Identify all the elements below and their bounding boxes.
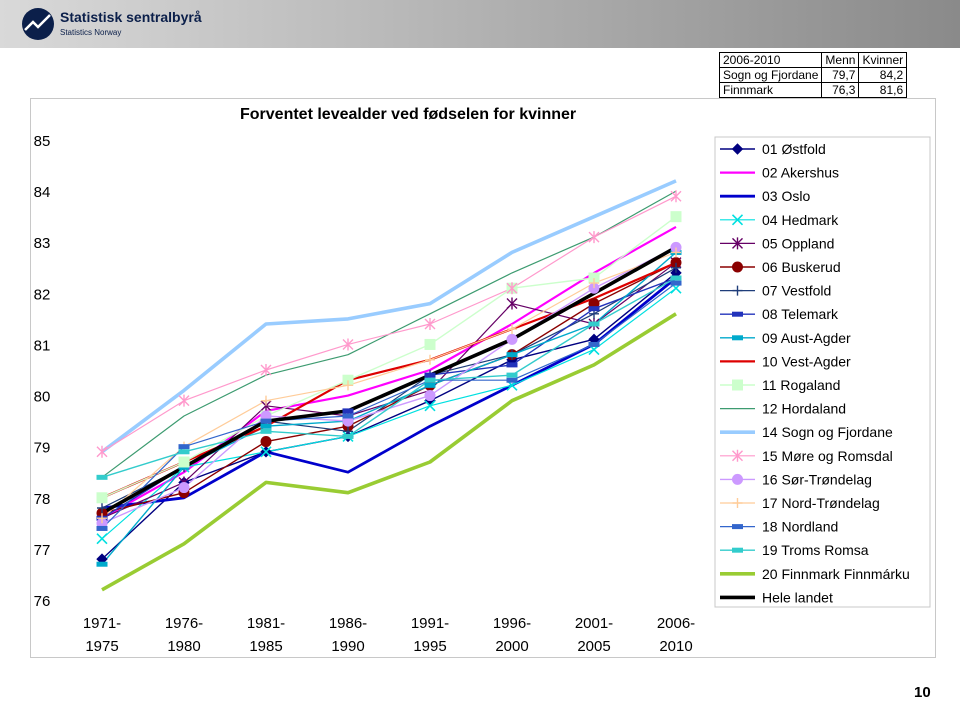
legend-marker-swatch bbox=[733, 312, 743, 316]
y-tick-label: 80 bbox=[33, 388, 51, 406]
y-axis-labels bbox=[34, 133, 51, 610]
table-header-cell: Kvinner bbox=[859, 53, 907, 68]
y-tick-label: 82 bbox=[33, 286, 51, 304]
data-point-marker bbox=[589, 342, 599, 346]
legend-label: 11 Rogaland bbox=[762, 377, 841, 393]
legend-label: 01 Østfold bbox=[762, 141, 826, 157]
data-point-marker bbox=[425, 378, 435, 382]
y-tick-label: 76 bbox=[33, 593, 51, 610]
legend-marker-swatch bbox=[733, 498, 743, 508]
legend-entry bbox=[720, 401, 846, 417]
series-line-11 bbox=[102, 217, 676, 498]
legend-label: Hele landet bbox=[762, 589, 833, 606]
legend-entry bbox=[720, 141, 826, 157]
legend-label: 18 Nordland bbox=[762, 518, 839, 535]
legend-entry bbox=[720, 259, 841, 275]
data-point-marker bbox=[425, 373, 435, 377]
x-tick-label: 2010 bbox=[659, 638, 693, 655]
data-point-marker bbox=[507, 334, 517, 344]
legend-entry bbox=[720, 495, 880, 511]
logo-title: Statistisk sentralbyrå bbox=[60, 9, 202, 25]
legend-label: 04 Hedmark bbox=[762, 211, 839, 228]
data-point-marker bbox=[179, 395, 189, 407]
data-point-marker bbox=[261, 396, 271, 406]
legend-entry bbox=[720, 424, 893, 440]
x-tick-label: 1981- bbox=[246, 615, 286, 632]
data-point-marker bbox=[179, 445, 189, 449]
y-tick-label: 84 bbox=[33, 184, 51, 202]
legend-marker-swatch bbox=[733, 336, 743, 340]
legend-entry bbox=[720, 519, 838, 535]
legend-marker-swatch bbox=[733, 286, 743, 296]
data-point-marker bbox=[97, 562, 107, 566]
legend-entry bbox=[720, 330, 851, 346]
legend-label: 08 Telemark bbox=[762, 306, 839, 323]
data-point-marker bbox=[507, 353, 517, 357]
data-point-marker bbox=[97, 475, 107, 479]
data-point-marker bbox=[261, 364, 271, 376]
legend-label: 17 Nord-Trøndelag bbox=[762, 495, 880, 511]
legend-entry bbox=[720, 306, 839, 322]
legend-label: 06 Buskerud bbox=[762, 259, 841, 275]
data-point-marker bbox=[507, 298, 517, 310]
legend-marker-swatch bbox=[733, 262, 743, 272]
table-cell-value: 81,6 bbox=[859, 83, 907, 98]
legend-marker-swatch bbox=[733, 525, 743, 529]
legend-label: 02 Akershus bbox=[762, 164, 840, 181]
table-header-cell: Menn bbox=[822, 53, 859, 68]
data-point-marker bbox=[343, 414, 353, 418]
legend-label: 19 Troms Romsa bbox=[762, 542, 869, 559]
legend-label: 10 Vest-Agder bbox=[762, 353, 851, 370]
data-point-marker bbox=[507, 363, 517, 367]
data-point-marker bbox=[261, 437, 271, 447]
legend-label: 03 Oslo bbox=[762, 188, 811, 205]
y-tick-label: 78 bbox=[33, 490, 51, 508]
page-number: 10 bbox=[914, 684, 931, 701]
data-point-marker bbox=[261, 429, 271, 433]
legend-entry bbox=[720, 589, 833, 605]
table-cell-value: 79,7 bbox=[822, 68, 859, 83]
data-point-marker bbox=[261, 424, 271, 428]
x-tick-label: 1995 bbox=[413, 638, 447, 655]
legend-label: 15 Møre og Romsdal bbox=[762, 447, 893, 464]
data-point-marker bbox=[425, 339, 435, 349]
data-point-marker bbox=[425, 355, 435, 365]
legend-label: 12 Hordaland bbox=[762, 400, 847, 417]
x-tick-label: 1976- bbox=[164, 615, 204, 632]
data-point-marker bbox=[671, 190, 681, 202]
legend-entry bbox=[720, 235, 834, 251]
legend-marker-swatch bbox=[733, 474, 743, 484]
data-point-marker bbox=[507, 378, 517, 382]
legend-label: 05 Oppland bbox=[762, 235, 835, 252]
series-markers bbox=[97, 190, 681, 566]
x-tick-label: 2000 bbox=[495, 638, 529, 655]
series-lines bbox=[102, 181, 676, 590]
x-axis-labels bbox=[83, 615, 695, 655]
y-tick-label: 85 bbox=[33, 133, 51, 150]
data-point-marker bbox=[671, 212, 681, 222]
data-point-marker bbox=[425, 318, 435, 330]
x-tick-label: 1971- bbox=[82, 615, 122, 632]
y-tick-label: 81 bbox=[33, 337, 51, 355]
legend-marker-swatch bbox=[733, 144, 743, 154]
table-header-cell: 2006-2010 bbox=[720, 53, 822, 68]
y-tick-label: 79 bbox=[33, 439, 51, 457]
logo-subtitle: Statistics Norway bbox=[60, 28, 122, 37]
x-tick-label: 2005 bbox=[577, 638, 611, 655]
legend-box bbox=[715, 137, 930, 607]
data-point-marker bbox=[97, 526, 107, 530]
chart-legend bbox=[720, 141, 910, 605]
legend-marker-swatch bbox=[733, 548, 743, 552]
data-point-marker bbox=[179, 457, 189, 467]
data-point-marker bbox=[343, 434, 353, 438]
data-point-marker bbox=[589, 322, 599, 326]
legend-label: 20 Finnmark Finnmárku bbox=[762, 565, 910, 582]
data-point-marker bbox=[343, 338, 353, 350]
data-point-marker bbox=[97, 493, 107, 503]
legend-label: 07 Vestfold bbox=[762, 282, 832, 299]
data-point-marker bbox=[179, 483, 189, 493]
data-point-marker bbox=[179, 450, 189, 454]
legend-entry bbox=[720, 448, 893, 464]
data-point-marker bbox=[589, 231, 599, 243]
data-point-marker bbox=[343, 409, 353, 413]
data-point-marker bbox=[589, 307, 599, 311]
x-tick-label: 2006- bbox=[656, 615, 696, 632]
legend-entry bbox=[720, 212, 839, 228]
legend-entry bbox=[720, 283, 831, 299]
y-tick-label: 77 bbox=[33, 541, 51, 559]
y-tick-label: 83 bbox=[33, 235, 51, 253]
data-point-marker bbox=[97, 534, 107, 544]
table-cell-region: Finnmark bbox=[720, 83, 822, 98]
x-tick-label: 1986- bbox=[328, 615, 368, 632]
legend-label: 14 Sogn og Fjordane bbox=[762, 424, 893, 441]
x-tick-label: 1991- bbox=[410, 615, 450, 632]
data-point-marker bbox=[97, 446, 107, 458]
legend-entry bbox=[720, 377, 840, 393]
legend-marker-swatch bbox=[733, 380, 743, 390]
legend-entry bbox=[720, 188, 810, 204]
data-point-marker bbox=[671, 281, 681, 285]
data-point-marker bbox=[425, 383, 435, 387]
table-cell-value: 76,3 bbox=[822, 83, 859, 98]
x-tick-label: 2001- bbox=[574, 615, 614, 632]
data-point-marker bbox=[507, 373, 517, 377]
x-tick-label: 1980 bbox=[167, 638, 201, 655]
x-tick-label: 1985 bbox=[249, 638, 283, 655]
chart-title: Forventet levealder ved fødselen for kvinner bbox=[240, 106, 577, 123]
table-cell-region: Sogn og Fjordane bbox=[720, 68, 822, 83]
data-point-marker bbox=[671, 276, 681, 280]
x-tick-label: 1996- bbox=[492, 615, 532, 632]
table-cell-value: 84,2 bbox=[859, 68, 907, 83]
legend-entry bbox=[720, 542, 869, 558]
legend-entry bbox=[720, 353, 851, 369]
x-tick-label: 1990 bbox=[331, 638, 365, 655]
legend-entry bbox=[720, 471, 872, 487]
data-point-marker bbox=[261, 419, 271, 423]
legend-label: 09 Aust-Agder bbox=[762, 329, 851, 346]
legend-entry bbox=[720, 165, 839, 181]
legend-entry bbox=[720, 566, 910, 582]
x-tick-label: 1975 bbox=[85, 638, 119, 655]
data-point-marker bbox=[425, 391, 435, 401]
legend-label: 16 Sør-Trøndelag bbox=[762, 471, 872, 488]
